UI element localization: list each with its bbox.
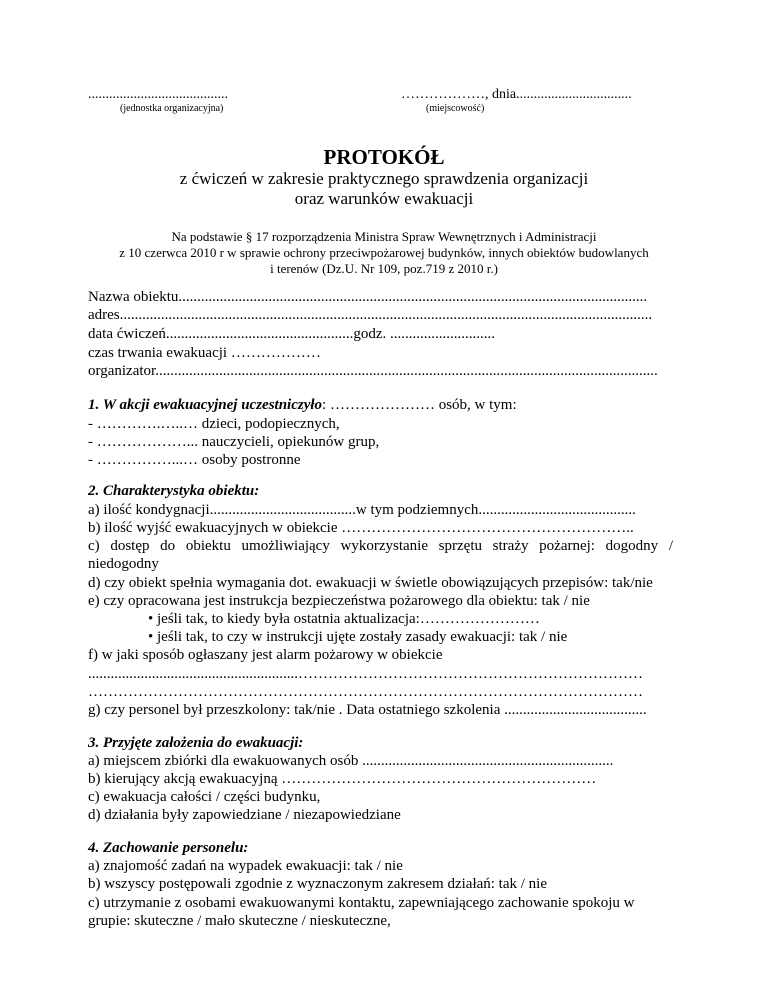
instruction-update-field: • jeśli tak, to kiedy była ostatnia aktualizacja:…………………… bbox=[148, 611, 540, 627]
alarm-method-field: f) w jaki sposób ogłaszany jest alarm pożarowy w obiekcie bbox=[88, 647, 443, 663]
participants-children: - ………….…..… dzieci, podopiecznych, bbox=[88, 416, 340, 432]
document-title: PROTOKÓŁ bbox=[323, 145, 445, 169]
organizer-field: organizator...................................................................................................................................... bbox=[88, 363, 658, 379]
safety-instruction-field: e) czy opracowana jest instrukcja bezpieczeństwa pożarowego dla obiektu: tak / nie bbox=[88, 593, 590, 609]
participants-others: - ……………...… osoby postronne bbox=[88, 452, 301, 468]
evacuation-scope-field: c) ewakuacja całości / części budynku, bbox=[88, 789, 321, 805]
document-subtitle-1: z ćwiczeń w zakresie praktycznego sprawdzenia organizacji bbox=[179, 169, 589, 188]
unit-dots: ........................................ bbox=[88, 87, 228, 102]
announcement-field: d) działania były zapowiedziane / niezapowiedziane bbox=[88, 807, 401, 823]
section-2-heading: 2. Charakterystyka obiektu: bbox=[88, 483, 260, 499]
alarm-method-line-1: ........................................................…………………………………………………………… bbox=[88, 666, 643, 682]
document-subtitle-2: oraz warunków ewakuacji bbox=[294, 189, 474, 208]
legal-basis-3: i terenów (Dz.U. Nr 109, poz.719 z 2010 r.) bbox=[270, 261, 498, 276]
fire-access-line-1: c) dostęp do obiektu umożliwiający wykorzystanie sprzętu straży pożarnej: dogodny / bbox=[88, 538, 673, 554]
fire-access-line-2: niedogodny bbox=[88, 556, 159, 572]
place-caption: (miejscowość) bbox=[426, 103, 485, 114]
section-1-heading bbox=[88, 397, 517, 414]
address-field: adres.............................................................................................................................................. bbox=[88, 307, 653, 323]
legal-basis-1: Na podstawie § 17 rozporządzenia Ministra Spraw Wewnętrznych i Administracji bbox=[171, 229, 597, 244]
alarm-method-line-2: ………………………………………………………………………………………………… bbox=[88, 684, 643, 700]
exercise-date-field: data ćwiczeń..................................................godz. ............................ bbox=[88, 326, 496, 342]
exits-field: b) ilość wyjść ewakuacyjnych w obiekcie ………………………………………………….. bbox=[88, 520, 634, 536]
requirements-field: d) czy obiekt spełnia wymagania dot. ewakuacji w świetle obowiązujących przepisów: tak/nie bbox=[88, 575, 653, 591]
staff-training-field: g) czy personel był przeszkolony: tak/nie . Data ostatniego szkolenia ...................................... bbox=[88, 702, 647, 718]
section-3-heading: 3. Przyjęte założenia do ewakuacji: bbox=[88, 735, 304, 751]
place-date-line: ………………, dnia................................. bbox=[401, 87, 632, 102]
evacuation-leader-field: b) kierujący akcją ewakuacyjną ……………………………………………………… bbox=[88, 771, 597, 787]
participants-teachers: - ………………... nauczycieli, opiekunów grup, bbox=[88, 434, 380, 450]
object-name-field: Nazwa obiektu............................................................................................................................. bbox=[88, 289, 648, 305]
evacuation-duration-field: czas trwania ewakuacji ……………… bbox=[88, 345, 321, 361]
legal-basis-2: z 10 czerwca 2010 r w sprawie ochrony przeciwpożarowej budynków, innych obiektów budowlanych bbox=[119, 245, 649, 260]
floors-field: a) ilość kondygnacji.......................................w tym podziemnych.......................................... bbox=[88, 502, 636, 518]
section-1-title: 1. W akcji ewakuacyjnej uczestniczyło bbox=[88, 397, 323, 413]
contact-field-line-1: c) utrzymanie z osobami ewakuowanymi kontaktu, zapewniającego zachowanie spokoju w bbox=[88, 895, 635, 911]
task-knowledge-field: a) znajomość zadań na wypadek ewakuacji: tak / nie bbox=[88, 858, 403, 874]
unit-caption: (jednostka organizacyjna) bbox=[120, 103, 224, 114]
section-4-heading: 4. Zachowanie personelu: bbox=[88, 840, 249, 856]
instruction-rules-field: • jeśli tak, to czy w instrukcji ujęte zostały zasady ewakuacji: tak / nie bbox=[148, 629, 568, 645]
assembly-point-field: a) miejscem zbiórki dla ewakuowanych osób ................................................................... bbox=[88, 753, 614, 769]
compliance-field: b) wszyscy postępowali zgodnie z wyznaczonym zakresem działań: tak / nie bbox=[88, 876, 548, 892]
contact-field-line-2: grupie: skuteczne / mało skuteczne / nieskuteczne, bbox=[88, 913, 391, 929]
section-1-count: : ………………… osób, w tym: bbox=[322, 397, 517, 413]
